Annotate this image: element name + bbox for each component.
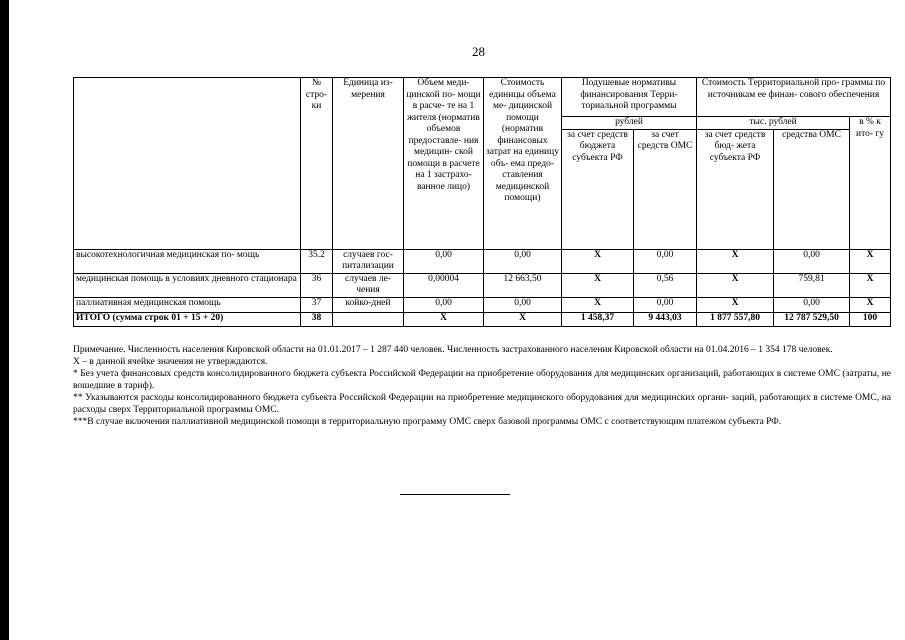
header-name-cell xyxy=(74,78,301,250)
row-percent: Х xyxy=(850,249,891,273)
header-row xyxy=(74,78,891,117)
total-percent: 100 xyxy=(850,312,891,326)
row-pc-budget: Х xyxy=(562,273,634,297)
header-program-cost-unit: тыс. рублей xyxy=(697,117,850,130)
footnote-divider xyxy=(400,494,510,495)
header-unit: Единица из- мерения xyxy=(333,78,404,250)
total-number: 38 xyxy=(301,312,333,326)
row-cost: 12 663,50 xyxy=(484,273,562,297)
header-percent: в % к ито- гу xyxy=(850,117,891,250)
header-cost: Стоимость единицы объема ме- дицинской помощи (норматив финансовых затрат на единицу объ- ема предо- ставления медицинской помощи) xyxy=(484,78,562,250)
note-x-legend: Х – в данной ячейке значения не утверждаются. xyxy=(73,357,268,367)
row-unit: койко-дней xyxy=(333,297,404,312)
row-percent: Х xyxy=(850,297,891,312)
row-volume: 0,00 xyxy=(404,249,484,273)
row-prog-budget: Х xyxy=(697,273,774,297)
row-prog-oms: 0,00 xyxy=(774,249,850,273)
header-per-capita-budget: за счет средств бюджета субъекта РФ xyxy=(562,129,634,249)
total-unit xyxy=(333,312,404,326)
row-pc-oms: 0,00 xyxy=(634,297,697,312)
row-percent: Х xyxy=(850,273,891,297)
total-pc-budget: 1 458,37 xyxy=(562,312,634,326)
table-row xyxy=(74,297,891,312)
header-per-capita: Подушевые нормативы финансирования Терри- ториальной программы xyxy=(562,78,697,117)
row-unit: случаев ле- чения xyxy=(333,273,404,297)
scan-edge-bar xyxy=(0,0,9,640)
total-pc-oms: 9 443,03 xyxy=(634,312,697,326)
note-footnote-3: ***В случае включения паллиативной медицинской помощи в территориальную программу ОМС сверх базовой программы ОМС с соответствующим платежом субъекта РФ. xyxy=(73,417,782,427)
page-number: 28 xyxy=(472,44,485,59)
row-volume: 0,00004 xyxy=(404,273,484,297)
row-name: паллиативная медицинская помощь xyxy=(74,297,301,312)
notes-block xyxy=(73,344,891,428)
row-unit: случаев гос- питализации xyxy=(333,249,404,273)
total-prog-oms: 12 787 529,50 xyxy=(774,312,850,326)
total-name: ИТОГО (сумма строк 01 + 15 + 20) xyxy=(74,312,301,326)
row-prog-oms: 0,00 xyxy=(774,297,850,312)
table-row xyxy=(74,273,891,297)
row-pc-oms: 0,56 xyxy=(634,273,697,297)
note-footnote-2: ** Указываются расходы консолидированного бюджета субъекта Российской Федерации на приобретение медицинского оборудования для медицинских органи- заций, работающих в системе ОМС, на расходы сверх Территориальной программы ОМС. xyxy=(73,393,891,415)
header-program-budget: за счет средств бюд- жета субъекта РФ xyxy=(697,129,774,249)
row-cost: 0,00 xyxy=(484,249,562,273)
row-pc-oms: 0,00 xyxy=(634,249,697,273)
row-cost: 0,00 xyxy=(484,297,562,312)
total-volume: Х xyxy=(404,312,484,326)
row-name: высокотехнологичная медицинская по- мощь xyxy=(74,249,301,273)
header-program-oms: средства ОМС xyxy=(774,129,850,249)
row-number: 35.2 xyxy=(301,249,333,273)
row-name: медицинская помощь в условиях дневного стационара xyxy=(74,273,301,297)
total-row xyxy=(74,312,891,326)
header-per-capita-oms: за счет средств ОМС xyxy=(634,129,697,249)
row-number: 36 xyxy=(301,273,333,297)
total-prog-budget: 1 877 557,80 xyxy=(697,312,774,326)
note-footnote-1: * Без учета финансовых средств консолидированного бюджета субъекта Российской Федерации на приобретение оборудования для медицинских организаций, работающих в системе ОМС (затраты, не вошедшие в тариф). xyxy=(73,369,891,391)
table-row xyxy=(74,249,891,273)
header-row-number: № стро- ки xyxy=(301,78,333,250)
header-volume: Объем меди- цинской по- мощи в расче- те на 1 жителя (норматив объемов предоставле- ния медицин- ской помощи в расчете на 1 застрахо- ванное лицо) xyxy=(404,78,484,250)
row-prog-budget: Х xyxy=(697,297,774,312)
header-per-capita-unit: рублей xyxy=(562,117,697,130)
row-prog-oms: 759,81 xyxy=(774,273,850,297)
row-pc-budget: Х xyxy=(562,249,634,273)
header-program-cost: Стоимость Территориальной про- граммы по источникам ее финан- сового обеспечения xyxy=(697,78,891,117)
row-prog-budget: Х xyxy=(697,249,774,273)
row-volume: 0,00 xyxy=(404,297,484,312)
financing-table xyxy=(73,77,891,327)
row-number: 37 xyxy=(301,297,333,312)
total-cost: Х xyxy=(484,312,562,326)
row-pc-budget: Х xyxy=(562,297,634,312)
note-population: Примечание. Численность населения Кировской области на 01.01.2017 – 1 287 440 человек. Численность застрахованного населения Кировской области на 01.04.2016 – 1 354 178 человек. xyxy=(73,345,833,355)
